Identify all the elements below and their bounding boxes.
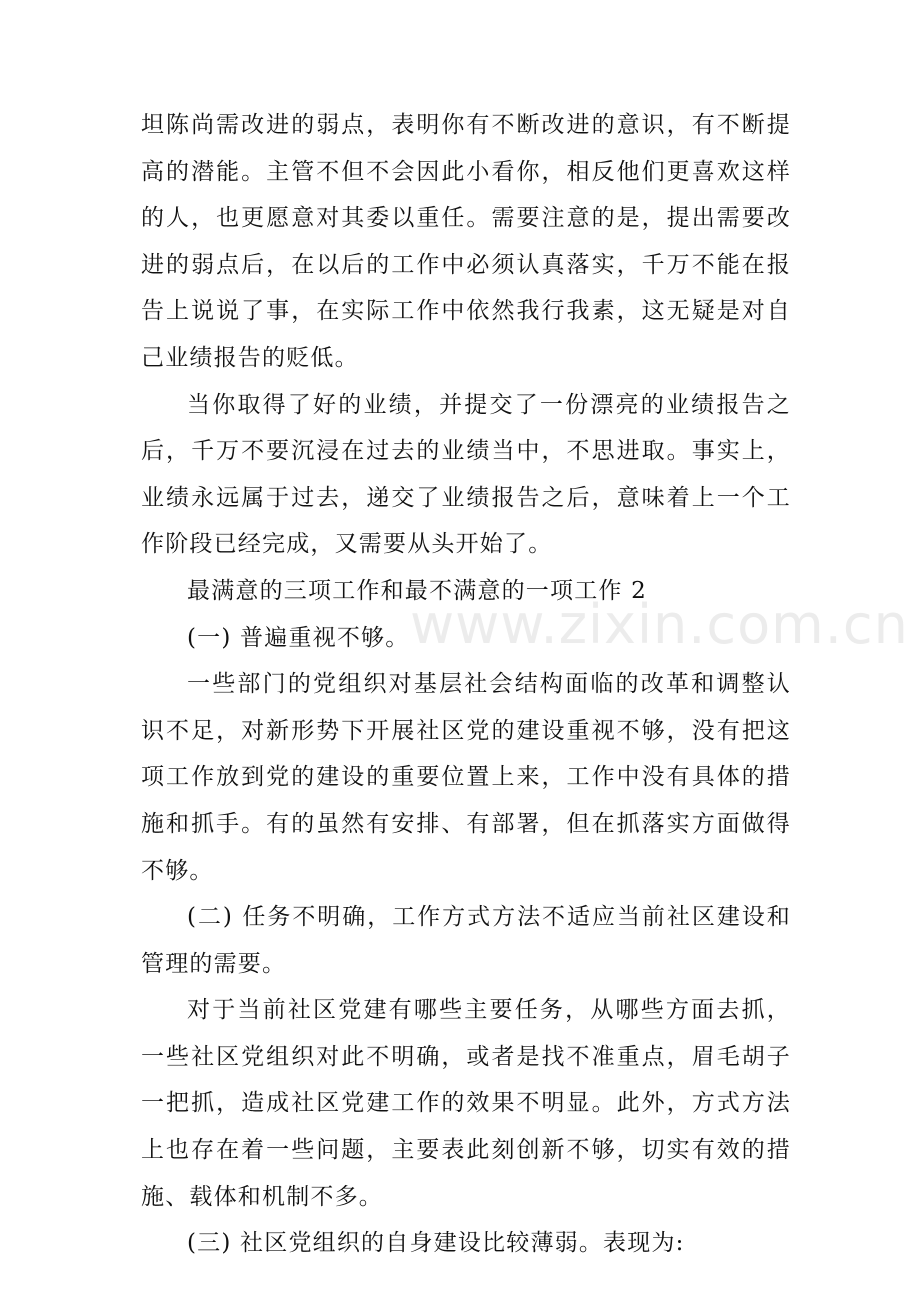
- subheading-three: (三) 社区党组织的自身建设比较薄弱。表现为:: [187, 1230, 685, 1257]
- document-body: [141, 102, 791, 1267]
- watermark: www.zixin.com.cn: [410, 593, 909, 656]
- subheading-one: (一) 普遍重视不够。: [187, 624, 410, 651]
- paragraph-community-tasks: 对于当前社区党建有哪些主要任务，从哪些方面去抓，一些社区党组织对此不明确，或者是找不准重点，眉毛胡子一把抓，造成社区党建工作的效果不明显。此外，方式方法上也存在着一些问题，主要表此刻创新不够，切实有效的措施、载体和机制不多。: [141, 997, 791, 1210]
- section-heading: 最满意的三项工作和最不满意的一项工作 2: [187, 577, 647, 604]
- paragraph-after-report: 当你取得了好的业绩，并提交了一份漂亮的业绩报告之后，千万不要沉浸在过去的业绩当中，不思进取。事实上，业绩永远属于过去，递交了业绩报告之后，意味着上一个工作阶段已经完成，又需要从头开始了。: [141, 391, 791, 558]
- paragraph-department-awareness: 一些部门的党组织对基层社会结构面临的改革和调整认识不足，对新形势下开展社区党的建设重视不够，没有把这项工作放到党的建设的重要位置上来，工作中没有具体的措施和抓手。有的虽然有安排、有部署，但在抓落实方面做得不够。: [141, 671, 791, 884]
- subheading-two: (二) 任务不明确，工作方式方法不适应当前社区建设和管理的需要。: [141, 904, 791, 977]
- paragraph-weakness-improvement: 坦陈尚需改进的弱点，表明你有不断改进的意识，有不断提高的潜能。主管不但不会因此小看你，相反他们更喜欢这样的人，也更愿意对其委以重任。需要注意的是，提出需要改进的弱点后，在以后的工作中必须认真落实，千万不能在报告上说说了事，在实际工作中依然我行我素，这无疑是对自己业绩报告的贬低。: [141, 112, 791, 371]
